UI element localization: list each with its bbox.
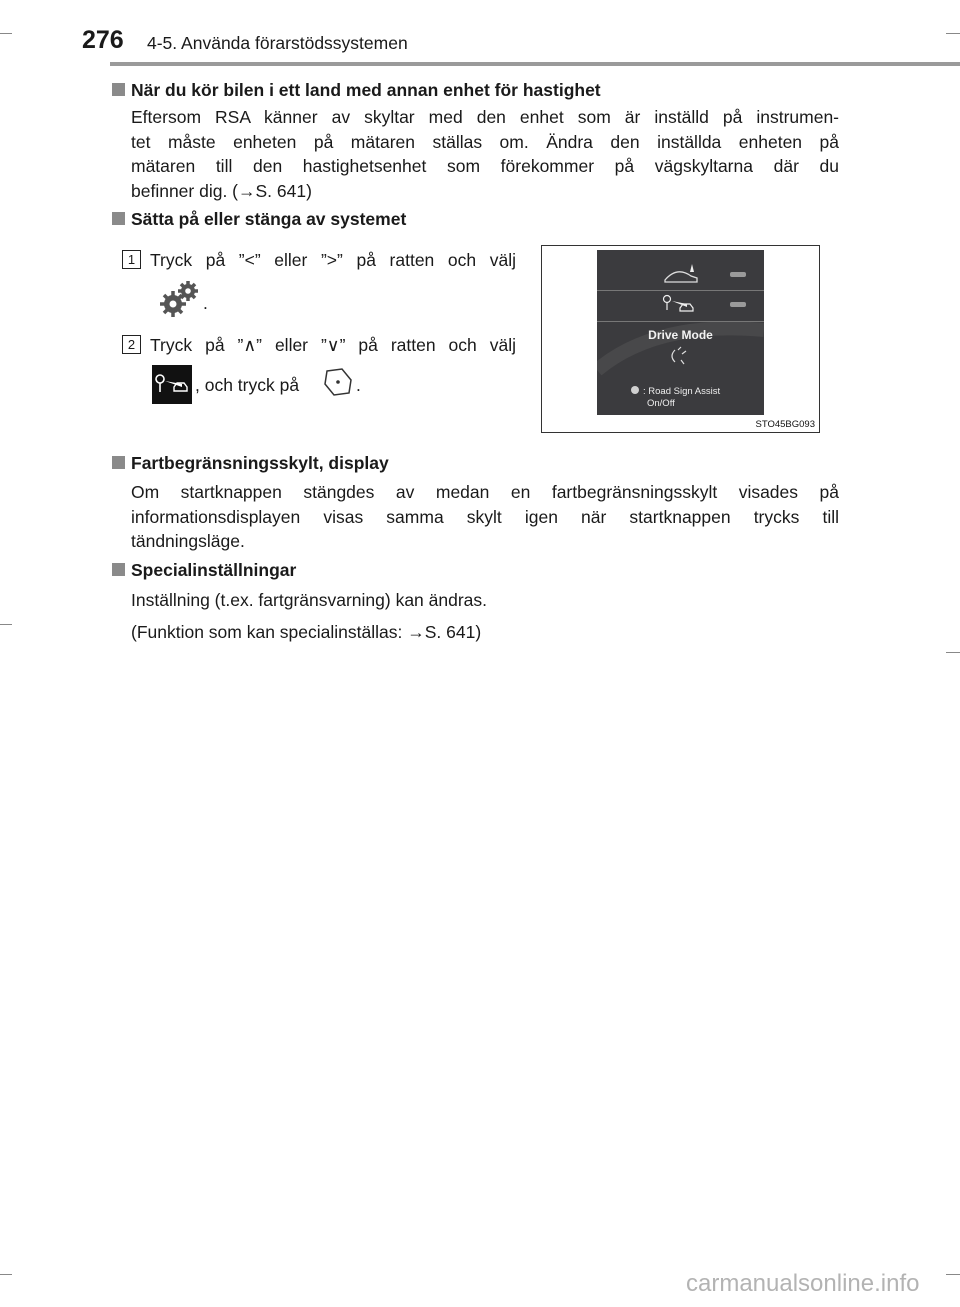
step-text: . (356, 375, 361, 395)
bullet-square-icon (112, 212, 125, 225)
bullet-square-icon (112, 456, 125, 469)
section-heading-text: Fartbegränsningsskylt, display (131, 453, 389, 473)
rsa-label-line: On/Off (647, 398, 675, 409)
step-text: . (203, 293, 208, 313)
section-heading (112, 80, 601, 101)
step-text: Tryck på ”<” eller ”>” på ratten och välj (150, 250, 516, 270)
step-number: 2 (122, 335, 141, 354)
step-text: , och tryck på (195, 375, 300, 395)
crop-mark (0, 624, 12, 625)
chapter-title: 4-5. Använda förarstödssystemen (147, 33, 408, 53)
section-heading-text: Sätta på eller stänga av systemet (131, 209, 407, 229)
section-heading (112, 209, 406, 230)
step-text: Tryck på ”∧” eller ”∨” på ratten och välj (150, 335, 516, 355)
gear-icon (159, 280, 201, 318)
text-line: befinner dig. (→S. 641) (131, 180, 312, 201)
figure-code: STO45BG093 (755, 419, 815, 430)
text-line: Inställning (t.ex. fartgränsvarning) kan ändras. (131, 590, 488, 610)
text-line: tändningsläge. (131, 531, 245, 551)
bullet-square-icon (112, 563, 125, 576)
ok-button-icon (322, 366, 354, 398)
crop-mark (946, 33, 960, 34)
text-line: (Funktion som kan specialinställas: →S. 641) (131, 622, 482, 642)
menu-title: Drive Mode (648, 328, 713, 342)
paragraph (131, 620, 839, 645)
paragraph (131, 480, 839, 554)
header-rule (110, 62, 960, 66)
text-line: tet måste enheten på mätaren ställas om. Ändra den inställda enheten på (131, 131, 839, 152)
crop-mark (946, 1274, 960, 1275)
crop-mark (946, 652, 960, 653)
figure-display-screen (541, 245, 820, 433)
highlighted-menu-row (597, 290, 764, 322)
paragraph (131, 588, 839, 613)
text-line: Om startknappen stängdes av medan en fartbegränsningsskylt visades på (131, 482, 839, 502)
text-line: Eftersom RSA känner av skyltar med den enhet som är inställd på instrumen- (131, 107, 839, 127)
display-screen (597, 250, 764, 415)
watermark: carmanualsonline.info (686, 1270, 920, 1297)
step-number: 1 (122, 250, 141, 269)
page-number: 276 (82, 26, 124, 54)
section-heading-text: Specialinställningar (131, 560, 297, 580)
section-heading-text: När du kör bilen i ett land med annan enhet för hastighet (131, 80, 601, 100)
section-heading (112, 560, 296, 581)
crop-mark (0, 33, 12, 34)
rsa-label-line: : Road Sign Assist (643, 386, 721, 397)
road-sign-assist-icon (152, 365, 192, 404)
text-line: informationsdisplayen visas samma skylt igen när startknappen trycks till (131, 506, 839, 527)
text-line: mätaren till den hastighetsenhet som förekommer på vägskyltarna där du (131, 156, 839, 176)
road-sign-assist-label (643, 386, 720, 410)
crop-mark (0, 1274, 12, 1275)
paragraph (131, 105, 839, 203)
bullet-square-icon (112, 83, 125, 96)
section-heading (112, 453, 389, 474)
